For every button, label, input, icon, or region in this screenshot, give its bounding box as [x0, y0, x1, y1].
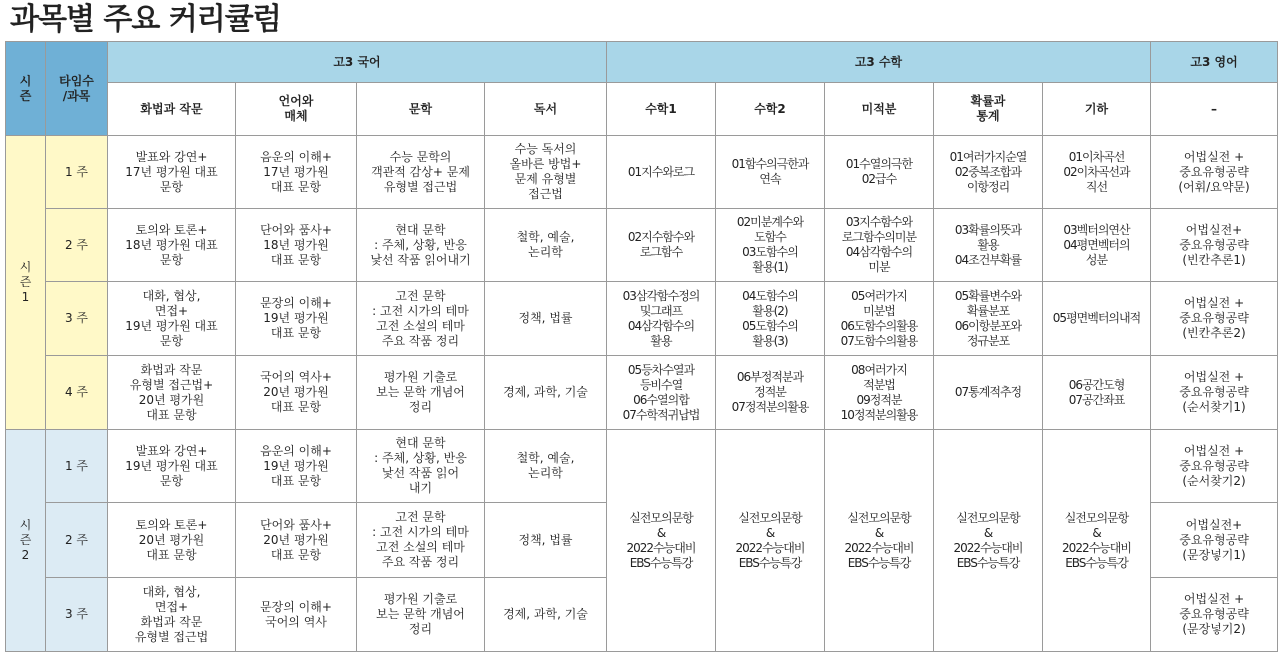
subject-math1: 수학1	[607, 83, 716, 136]
table-cell: 대화, 협상, 면접+ 화법과 작문 유형별 접근법	[108, 578, 236, 652]
table-cell: 어법실전 + 중요유형공략 (어휘/요약문)	[1151, 136, 1278, 209]
table-cell: 문장의 이해+ 19년 평가원 대표 문항	[236, 282, 357, 356]
subject-reading: 독서	[485, 83, 607, 136]
week-label: 3 주	[46, 578, 108, 652]
table-cell: 토의와 토론+ 18년 평가원 대표 문항	[108, 209, 236, 282]
table-cell: 화법과 작문 유형별 접근법+ 20년 평가원 대표 문항	[108, 356, 236, 430]
table-cell: 발표와 강연+ 19년 평가원 대표 문항	[108, 430, 236, 503]
table-cell: 현대 문학 : 주체, 상황, 반응 낯선 작품 읽어 내기	[357, 430, 485, 503]
subject-english: –	[1151, 83, 1278, 136]
table-cell: 03벡터의연산 04평면벡터의 성분	[1043, 209, 1151, 282]
table-cell: 02미분계수와 도함수 03도함수의 활용(1)	[716, 209, 825, 282]
table-cell: 정책, 법률	[485, 282, 607, 356]
table-cell: 01이차곡선 02이차곡선과 직선	[1043, 136, 1151, 209]
week-label: 4 주	[46, 356, 108, 430]
subject-literature: 문학	[357, 83, 485, 136]
table-cell: 03삼각함수정의 및그래프 04삼각함수의 활용	[607, 282, 716, 356]
table-cell: 02지수함수와 로그함수	[607, 209, 716, 282]
table-cell: 01수열의극한 02급수	[825, 136, 934, 209]
table-cell: 실전모의문항 & 2022수능대비 EBS수능특강	[934, 430, 1043, 652]
table-cell: 수능 문학의 객관적 감상+ 문제 유형별 접근법	[357, 136, 485, 209]
week-label: 1 주	[46, 136, 108, 209]
math-header: 고3 수학	[607, 42, 1151, 83]
table-cell: 05평면벡터의내적	[1043, 282, 1151, 356]
table-cell: 평가원 기출로 보는 문학 개념어 정리	[357, 578, 485, 652]
table-cell: 실전모의문항 & 2022수능대비 EBS수능특강	[716, 430, 825, 652]
table-cell: 03지수함수와 로그함수의미분 04삼각함수의 미분	[825, 209, 934, 282]
english-header: 고3 영어	[1151, 42, 1278, 83]
table-cell: 발표와 강연+ 17년 평가원 대표 문항	[108, 136, 236, 209]
subject-language-media: 언어와 매체	[236, 83, 357, 136]
table-cell: 음운의 이해+ 17년 평가원 대표 문항	[236, 136, 357, 209]
table-cell: 01함수의극한과 연속	[716, 136, 825, 209]
table-cell: 현대 문학 : 주체, 상황, 반응 낯선 작품 읽어내기	[357, 209, 485, 282]
season-header: 시 즌	[6, 42, 46, 136]
season-2-label: 시 즌 2	[6, 430, 46, 652]
table-cell: 실전모의문항 & 2022수능대비 EBS수능특강	[825, 430, 934, 652]
table-cell: 어법실전+ 중요유형공략 (빈칸추론1)	[1151, 209, 1278, 282]
table-cell: 고전 문학 : 고전 시가의 테마 고전 소설의 테마 주요 작품 정리	[357, 503, 485, 578]
season-1-label: 시 즌 1	[6, 136, 46, 430]
table-cell: 정책, 법률	[485, 503, 607, 578]
subject-calculus: 미적분	[825, 83, 934, 136]
table-cell: 실전모의문항 & 2022수능대비 EBS수능특강	[1043, 430, 1151, 652]
table-cell: 07통계적추정	[934, 356, 1043, 430]
table-cell: 단어와 품사+ 18년 평가원 대표 문항	[236, 209, 357, 282]
table-cell: 어법실전 + 중요유형공략 (순서찾기2)	[1151, 430, 1278, 503]
table-cell: 05확률변수와 확률분포 06이항분포와 정규분포	[934, 282, 1043, 356]
table-cell: 단어와 품사+ 20년 평가원 대표 문항	[236, 503, 357, 578]
table-cell: 05여러가지 미분법 06도함수의활용 07도함수의활용	[825, 282, 934, 356]
table-cell: 대화, 협상, 면접+ 19년 평가원 대표 문항	[108, 282, 236, 356]
table-cell: 문장의 이해+ 국어의 역사	[236, 578, 357, 652]
table-cell: 경제, 과학, 기술	[485, 578, 607, 652]
table-cell: 01지수와로그	[607, 136, 716, 209]
table-cell: 어법실전 + 중요유형공략 (빈칸추론2)	[1151, 282, 1278, 356]
subject-speech-writing: 화법과 작문	[108, 83, 236, 136]
table-cell: 06공간도형 07공간좌표	[1043, 356, 1151, 430]
table-cell: 어법실전 + 중요유형공략 (문장넣기2)	[1151, 578, 1278, 652]
table-cell: 04도함수의 활용(2) 05도함수의 활용(3)	[716, 282, 825, 356]
subject-geometry: 기하	[1043, 83, 1151, 136]
week-label: 1 주	[46, 430, 108, 503]
table-cell: 평가원 기출로 보는 문학 개념어 정리	[357, 356, 485, 430]
table-cell: 05등차수열과 등비수열 06수열의합 07수학적귀납법	[607, 356, 716, 430]
table-cell: 철학, 예술, 논리학	[485, 430, 607, 503]
subject-math2: 수학2	[716, 83, 825, 136]
table-cell: 토의와 토론+ 20년 평가원 대표 문항	[108, 503, 236, 578]
table-cell: 철학, 예술, 논리학	[485, 209, 607, 282]
korean-header: 고3 국어	[108, 42, 607, 83]
subject-probability: 확률과 통계	[934, 83, 1043, 136]
table-cell: 01여러가지순열 02중복조합과 이항정리	[934, 136, 1043, 209]
table-cell: 음운의 이해+ 19년 평가원 대표 문항	[236, 430, 357, 503]
table-cell: 03확률의뜻과 활용 04조건부확률	[934, 209, 1043, 282]
table-cell: 수능 독서의 올바른 방법+ 문제 유형별 접근법	[485, 136, 607, 209]
week-subject-header: 타임수 /과목	[46, 42, 108, 136]
week-label: 2 주	[46, 503, 108, 578]
page-title: 과목별 주요 커리큘럼	[10, 2, 281, 37]
week-label: 3 주	[46, 282, 108, 356]
table-cell: 경제, 과학, 기술	[485, 356, 607, 430]
table-cell: 실전모의문항 & 2022수능대비 EBS수능특강	[607, 430, 716, 652]
curriculum-table	[5, 41, 1278, 652]
table-cell: 08여러가지 적분법 09정적분 10정적분의활용	[825, 356, 934, 430]
table-cell: 06부정적분과 정적분 07정적분의활용	[716, 356, 825, 430]
table-cell: 어법실전 + 중요유형공략 (순서찾기1)	[1151, 356, 1278, 430]
table-cell: 어법실전+ 중요유형공략 (문장넣기1)	[1151, 503, 1278, 578]
table-cell: 고전 문학 : 고전 시가의 테마 고전 소설의 테마 주요 작품 정리	[357, 282, 485, 356]
table-cell: 국어의 역사+ 20년 평가원 대표 문항	[236, 356, 357, 430]
week-label: 2 주	[46, 209, 108, 282]
